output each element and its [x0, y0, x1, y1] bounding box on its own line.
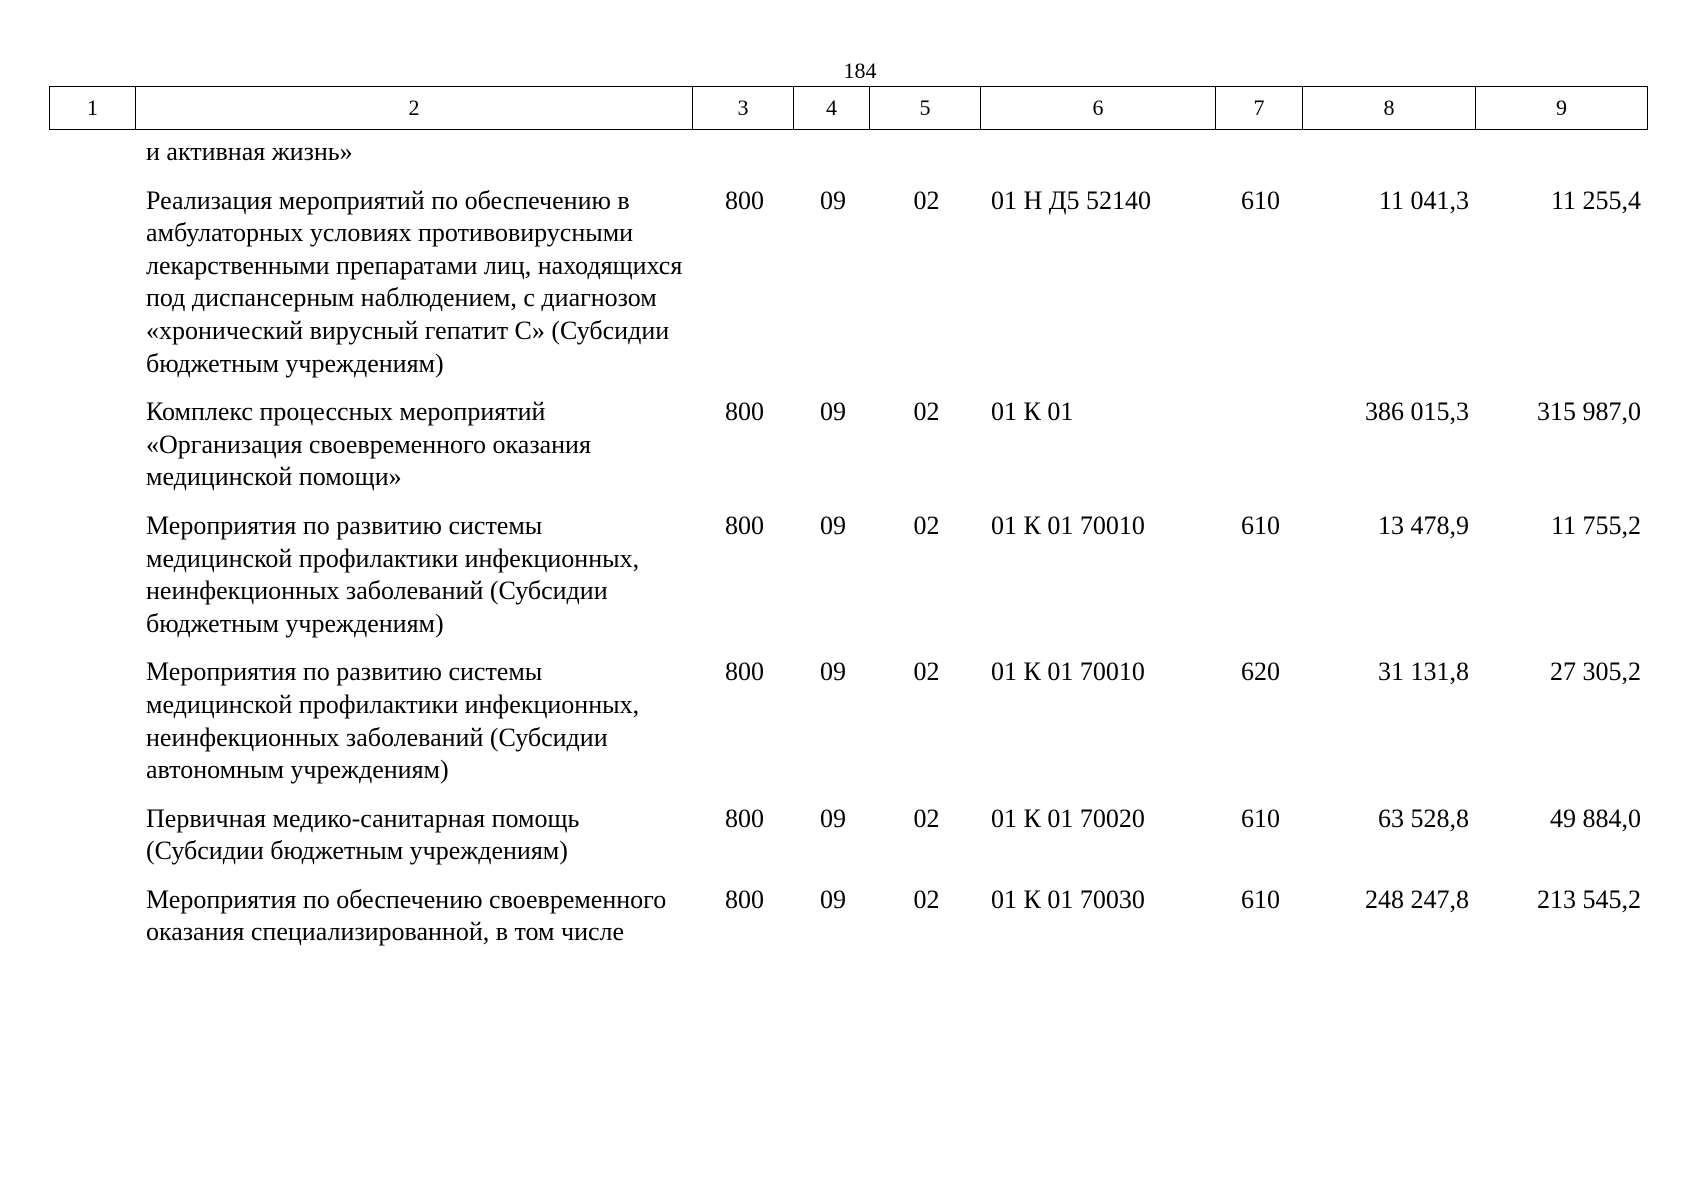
table-row [49, 656, 1649, 802]
row-pr: 02 [913, 397, 940, 427]
row-name: Реализация мероприятий по обеспечению в амбулаторных условиях противовирусными лекарственными препаратами лиц, находящихся под диспансерным наблюдением, с диагнозом «хронический вирусный гепатит С» (Субсидии бюджетным учреждениям) [146, 185, 683, 378]
header-col-4: 4 [794, 87, 870, 130]
row-rz: 09 [820, 397, 846, 427]
header-row [50, 87, 1648, 130]
continuation-row [49, 136, 1649, 185]
table-row [49, 510, 1649, 656]
row-sum1: 386 015,3 [1365, 397, 1469, 427]
row-vr: 610 [1241, 185, 1280, 215]
header-col-1: 1 [50, 87, 136, 130]
row-sum1: 11 041,3 [1378, 185, 1469, 215]
row-rz: 09 [820, 185, 846, 215]
row-sum1: 31 131,8 [1378, 657, 1469, 687]
row-csr: 01 К 01 70020 [991, 803, 1145, 833]
row-vr: 610 [1241, 510, 1280, 540]
row-name: Первичная медико-санитарная помощь (Субсидии бюджетным учреждениям) [146, 803, 580, 866]
row-sum2: 213 545,2 [1537, 884, 1641, 914]
continuation-text: и активная жизнь» [146, 137, 353, 166]
row-vr [1217, 396, 1304, 510]
row-sum2: 11 755,2 [1550, 510, 1641, 540]
row-ved: 800 [725, 884, 764, 914]
row-sum2: 11 255,4 [1550, 185, 1641, 215]
header-col-6: 6 [981, 87, 1216, 130]
row-ved: 800 [725, 510, 764, 540]
row-pr: 02 [913, 510, 940, 540]
row-rz: 09 [820, 510, 846, 540]
header-col-7: 7 [1216, 87, 1303, 130]
table-row [49, 185, 1649, 397]
header-col-8: 8 [1303, 87, 1476, 130]
row-vr: 620 [1241, 657, 1280, 687]
row-vr: 610 [1241, 884, 1280, 914]
budget-table-body [49, 136, 1649, 965]
page-number: 184 [843, 58, 877, 83]
row-name: Мероприятия по обеспечению своевременного оказания специализированной, в том числе [146, 884, 667, 947]
header-col-3: 3 [693, 87, 794, 130]
column-number-header [49, 86, 1648, 130]
row-ved: 800 [725, 803, 764, 833]
row-vr: 610 [1241, 803, 1280, 833]
row-csr: 01 К 01 70010 [991, 657, 1145, 687]
row-csr: 01 К 01 70010 [991, 510, 1145, 540]
row-pr: 02 [913, 803, 940, 833]
row-rz: 09 [820, 803, 846, 833]
row-pr: 02 [913, 185, 940, 215]
table-row [49, 803, 1649, 884]
row-csr: 01 К 01 70030 [991, 884, 1145, 914]
row-name: Мероприятия по развитию системы медицинской профилактики инфекционных, неинфекционных заболеваний (Субсидии автономным учреждениям) [146, 657, 640, 785]
row-pr: 02 [913, 884, 940, 914]
row-ved: 800 [725, 657, 764, 687]
row-sum2: 315 987,0 [1537, 397, 1641, 427]
row-sum1: 248 247,8 [1365, 884, 1469, 914]
header-col-9: 9 [1476, 87, 1648, 130]
header-col-5: 5 [870, 87, 981, 130]
row-name: Мероприятия по развитию системы медицинской профилактики инфекционных, неинфекционных заболеваний (Субсидии бюджетным учреждениям) [146, 510, 640, 638]
table-row [49, 884, 1649, 965]
row-rz: 09 [820, 657, 846, 687]
row-csr: 01 Н Д5 52140 [991, 185, 1152, 215]
row-csr: 01 К 01 [991, 397, 1074, 427]
row-ved: 800 [725, 397, 764, 427]
row-sum1: 13 478,9 [1378, 510, 1469, 540]
header-col-2: 2 [136, 87, 693, 130]
table-row [49, 396, 1649, 510]
row-pr: 02 [913, 657, 940, 687]
row-ved: 800 [725, 185, 764, 215]
row-sum2: 27 305,2 [1550, 657, 1641, 687]
row-sum2: 49 884,0 [1550, 803, 1641, 833]
row-name: Комплекс процессных мероприятий «Организация своевременного оказания медицинской помощи» [146, 397, 591, 492]
row-sum1: 63 528,8 [1378, 803, 1469, 833]
row-rz: 09 [820, 884, 846, 914]
